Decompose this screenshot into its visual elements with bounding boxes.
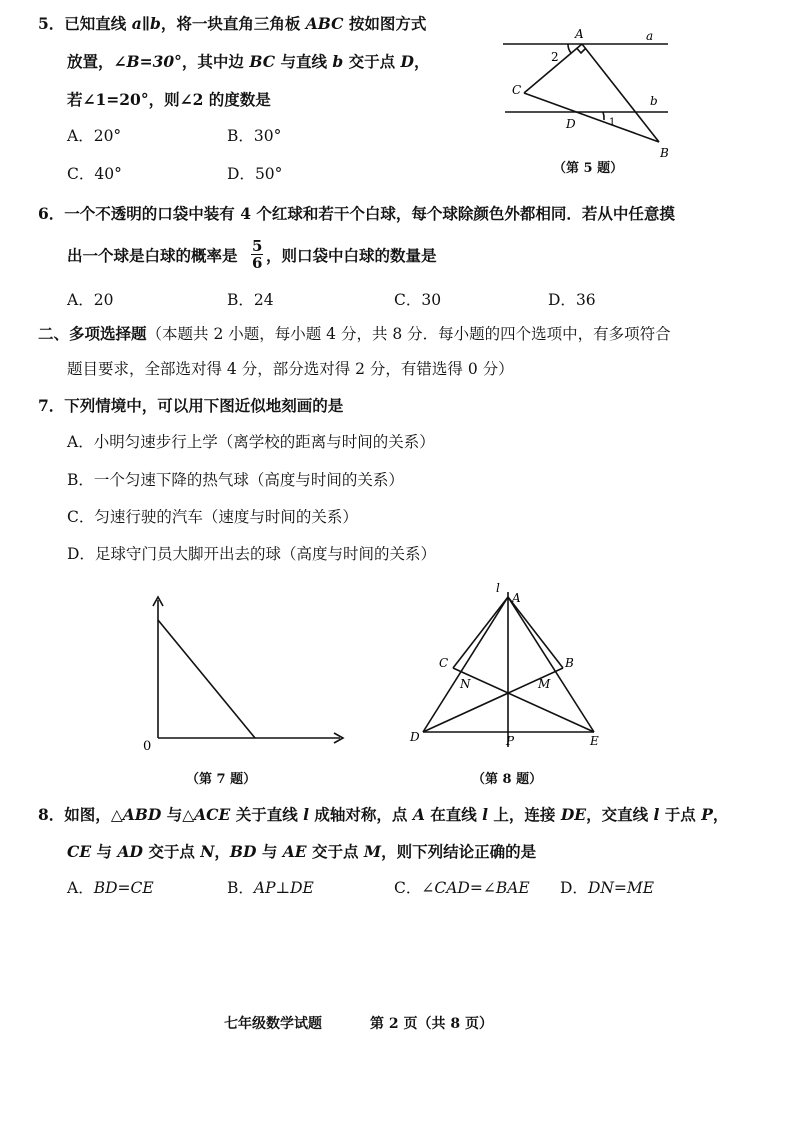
q5-label-b: b xyxy=(650,94,658,108)
q8-label-D: D xyxy=(410,730,420,744)
q7-option-a[interactable]: A．小明匀速步行上学（离学校的距离与时间的关系） xyxy=(67,433,435,451)
q5-line1: 5．已知直线 a∥b，将一块直角三角板 ABC 按如图方式 xyxy=(38,14,427,33)
q5-label-C: C xyxy=(512,83,522,97)
q5-label-1: 1 xyxy=(609,117,616,128)
q6-option-a[interactable]: A．20 xyxy=(67,291,114,309)
q8-line2: CE 与 AD 交于点 N，BD 与 AE 交于点 M，则下列结论正确的是 xyxy=(67,842,537,861)
section2-line2: 题目要求，全部选对得 4 分，部分选对得 2 分，有错选得 0 分） xyxy=(67,360,514,378)
q5-option-d[interactable]: D．50° xyxy=(227,165,283,183)
q6-line2-b: ，则口袋中白球的数量是 xyxy=(266,246,437,265)
q8-caption: （第 8 题） xyxy=(472,772,543,787)
q7-number: 7． xyxy=(38,396,65,415)
q8-label-C: C xyxy=(439,656,449,670)
q8-line1: 8．如图，△ABD 与△ACE 关于直线 l 成轴对称，点 A 在直线 l 上，连接 DE，交直线 l 于点 P， xyxy=(38,805,729,824)
q7-stem: 7．下列情境中，可以用下图近似地刻画的是 xyxy=(38,396,344,415)
footer-subject: 七年级数学试题 xyxy=(224,1016,322,1032)
q5-label-2: 2 xyxy=(551,50,559,64)
q6-frac-num: 5 xyxy=(252,237,263,255)
q7-option-b[interactable]: B．一个匀速下降的热气球（高度与时间的关系） xyxy=(67,471,404,489)
q6-option-d[interactable]: D．36 xyxy=(548,291,596,309)
seg-ac xyxy=(453,597,508,668)
seg-ab xyxy=(508,597,563,668)
q8-option-b[interactable]: B．AP⊥DE xyxy=(227,879,314,897)
q7-caption: （第 7 题） xyxy=(186,772,257,787)
q8-number: 8． xyxy=(38,805,65,824)
q5-number: 5． xyxy=(38,14,65,33)
section2-heading: 二、多项选择题 xyxy=(38,324,147,343)
q5-option-a[interactable]: A．20° xyxy=(67,127,122,145)
q7-option-c[interactable]: C．匀速行驶的汽车（速度与时间的关系） xyxy=(67,508,358,526)
q5-option-c[interactable]: C．40° xyxy=(67,165,122,183)
q5-label-B: B xyxy=(660,146,669,160)
q5-label-D: D xyxy=(566,117,576,131)
q8-option-a[interactable]: A．BD=CE xyxy=(67,879,154,897)
section2-line1: 二、多项选择题（本题共 2 小题，每小题 4 分，共 8 分．每小题的四个选项中，有多项符合 xyxy=(38,324,671,343)
q6-number: 6． xyxy=(38,204,65,223)
q7-origin: 0 xyxy=(143,739,152,754)
q8-option-c[interactable]: C．∠CAD=∠BAE xyxy=(394,879,530,897)
q5-label-A: A xyxy=(575,27,584,41)
q5-option-b[interactable]: B．30° xyxy=(227,127,282,145)
q5-line2: 放置，∠B=30°，其中边 BC 与直线 b 交于点 D， xyxy=(67,52,430,71)
q6-line2-a: 出一个球是白球的概率是 xyxy=(67,246,238,265)
footer-page: 第 2 页（共 8 页） xyxy=(370,1016,493,1032)
q7-option-d[interactable]: D．足球守门员大脚开出去的球（高度与时间的关系） xyxy=(67,545,436,563)
q8-label-M: M xyxy=(538,677,551,691)
q5-line3: 若∠1=20°，则∠2 的度数是 xyxy=(67,90,271,109)
q6-frac-den: 6 xyxy=(252,254,263,272)
q5-caption: （第 5 题） xyxy=(553,161,624,176)
q8-label-A: A xyxy=(512,591,521,605)
q5-label-a: a xyxy=(646,29,654,43)
q8-label-P: P xyxy=(506,734,515,748)
q6-option-c[interactable]: C．30 xyxy=(394,291,442,309)
q8-label-B: B xyxy=(565,656,574,670)
q8-label-N: N xyxy=(460,677,471,691)
q8-label-E: E xyxy=(590,734,599,748)
q8-label-l: l xyxy=(496,581,500,595)
q8-option-d[interactable]: D．DN=ME xyxy=(560,879,655,897)
q6-line1: 6．一个不透明的口袋中装有 4 个红球和若干个白球，每个球除颜色外都相同．若从中任意摸 xyxy=(38,204,675,223)
q6-option-b[interactable]: B．24 xyxy=(227,291,274,309)
